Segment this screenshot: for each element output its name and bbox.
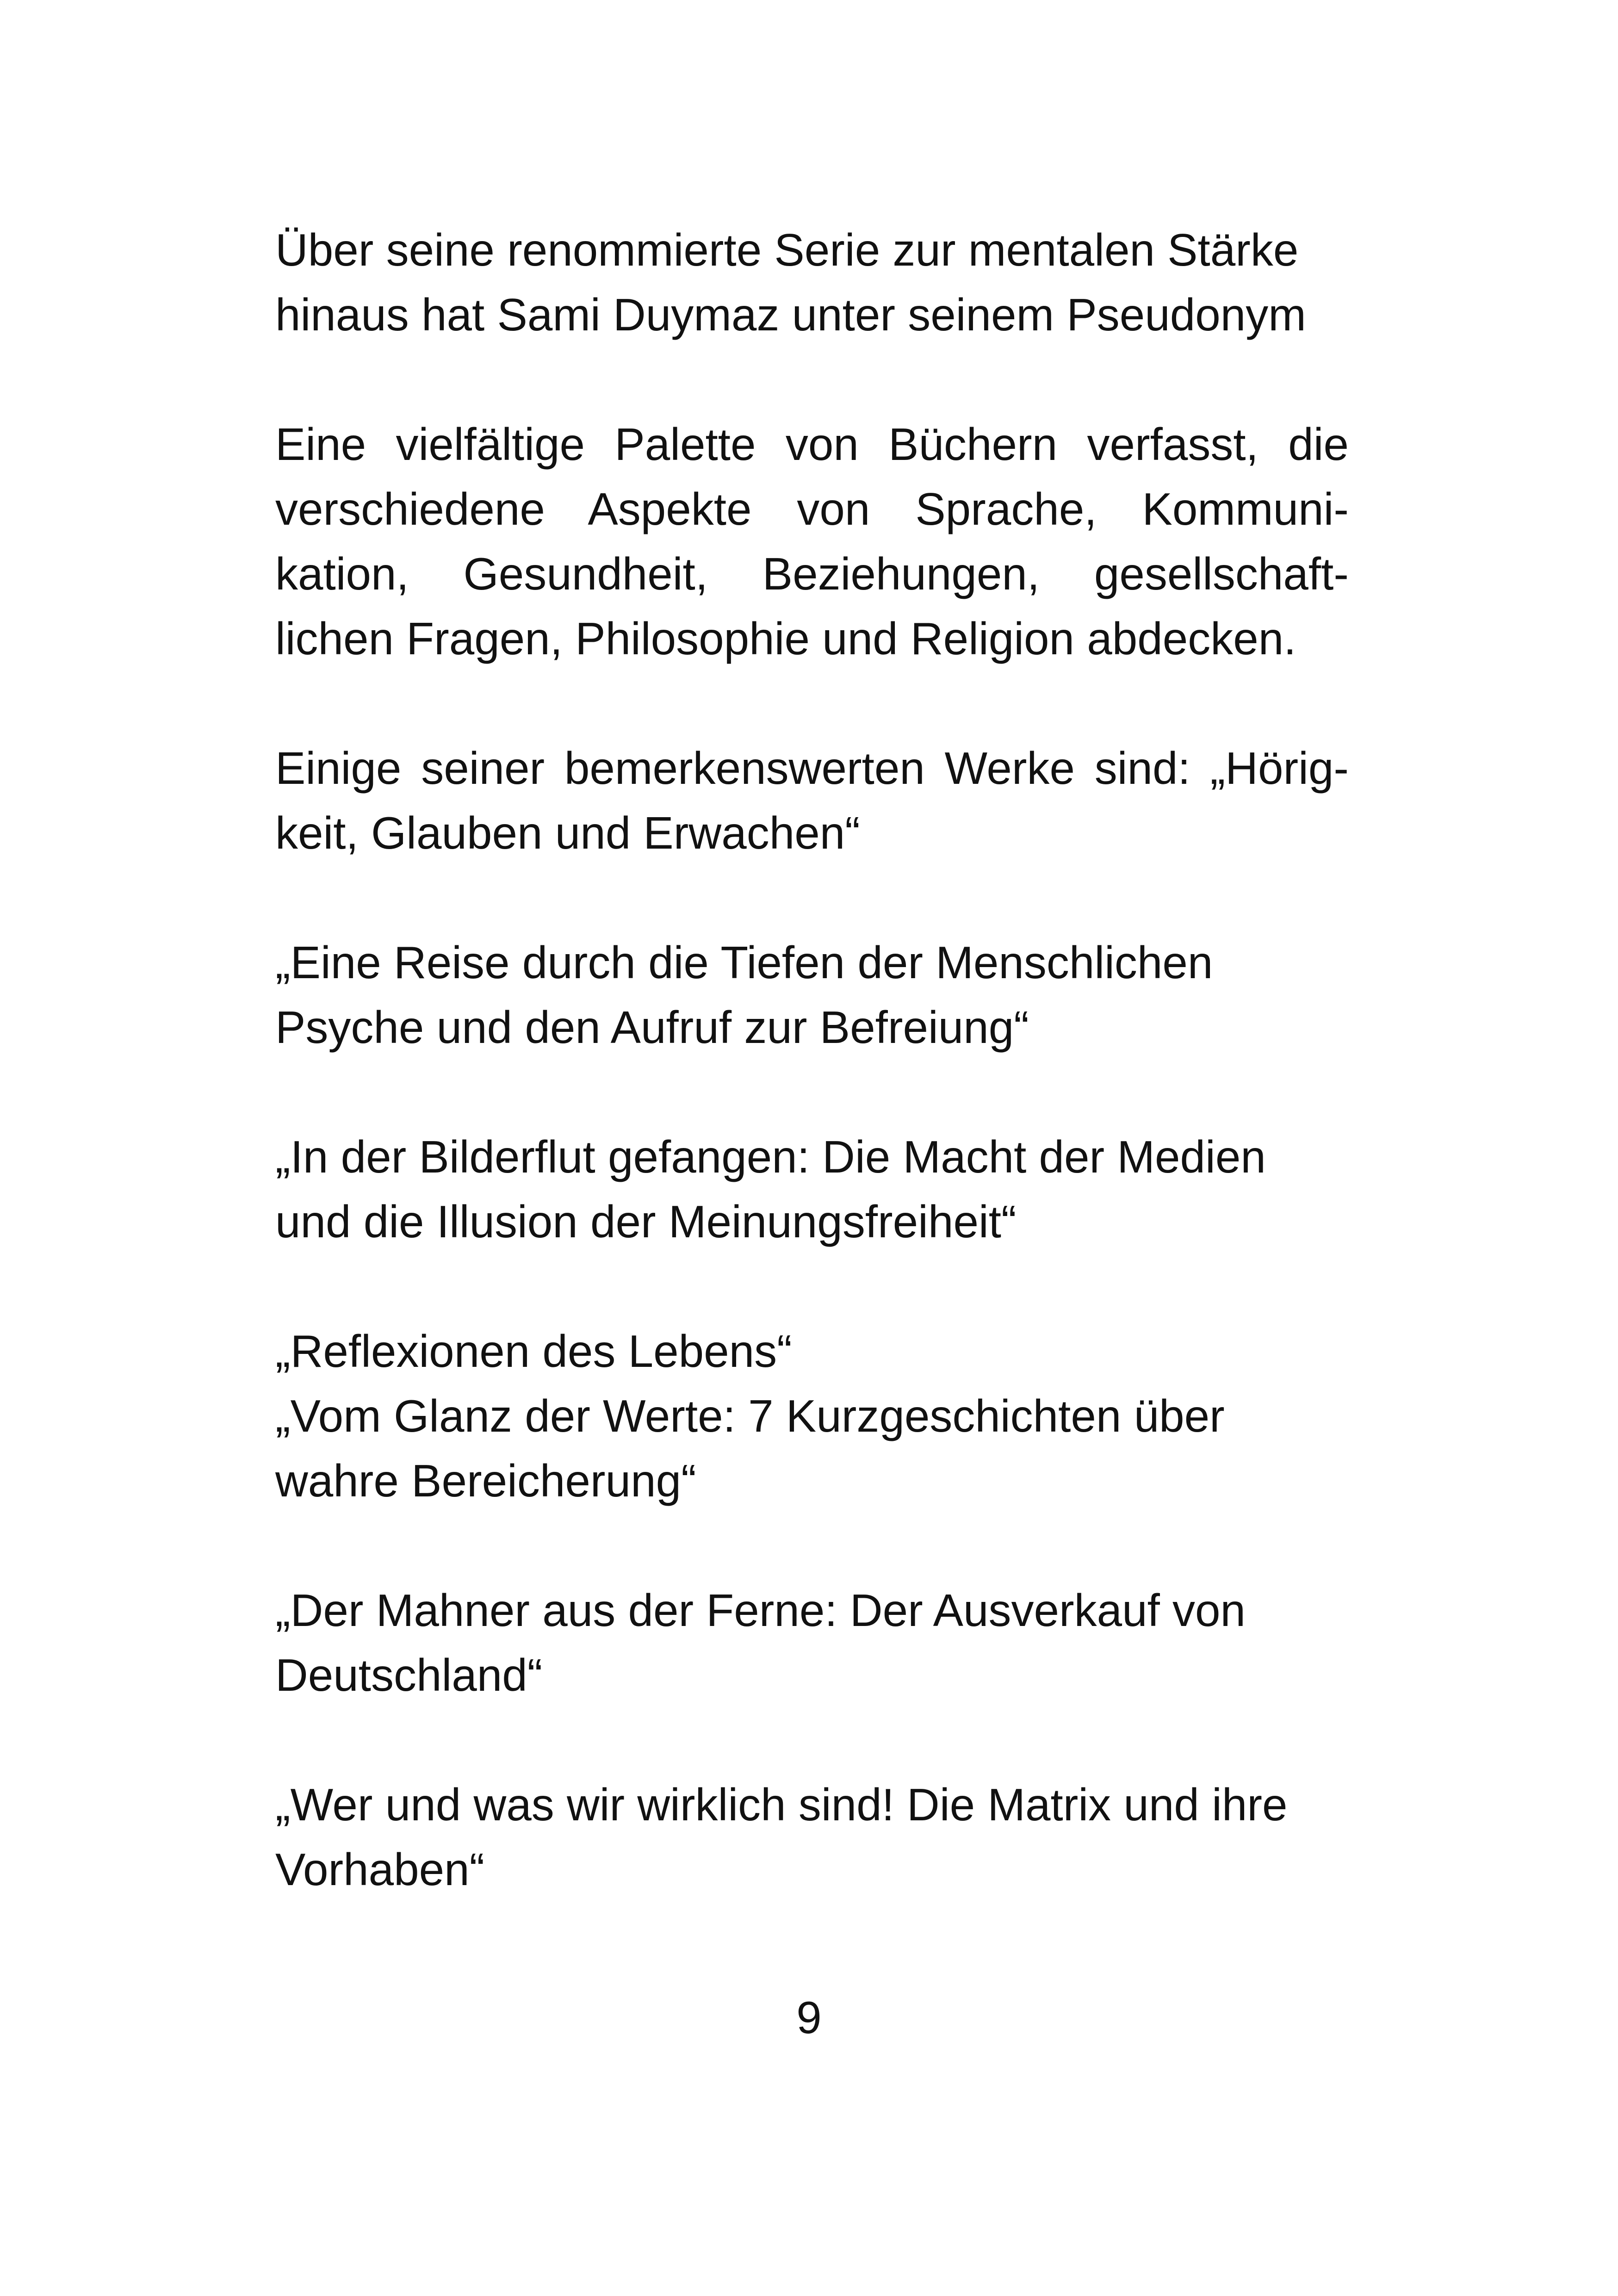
book-title-entry: [275, 1124, 1349, 1254]
book-title-entry: [275, 930, 1349, 1060]
page-number: 9: [796, 1992, 822, 2043]
text-line: Einige seiner bemerkenswerten Werke sind: „Hörig-: [275, 743, 1349, 794]
text-line: „In der Bilderflut gefangen: Die Macht der Medien: [275, 1131, 1266, 1182]
text-line: „Reflexionen des Lebens“: [275, 1326, 792, 1377]
book-title-entry: [275, 1578, 1349, 1707]
text-line: und die Illusion der Meinungsfreiheit“: [275, 1196, 1017, 1247]
text-line: wahre Bereicherung“: [275, 1455, 696, 1506]
paragraph-books-overview: [275, 412, 1349, 671]
text-line: verschiedene Aspekte von Sprache, Kommuni-: [275, 484, 1349, 534]
paragraph-notable-works: [275, 736, 1349, 865]
text-line: Deutschland“: [275, 1650, 543, 1700]
text-line: „Vom Glanz der Werte: 7 Kurzgeschichten über: [275, 1390, 1225, 1441]
text-line: lichen Fragen, Philosophie und Religion abdecken.: [275, 613, 1296, 664]
text-line: „Eine Reise durch die Tiefen der Menschlichen: [275, 937, 1213, 988]
text-line: Vorhaben“: [275, 1844, 485, 1895]
text-line: kation, Gesundheit, Beziehungen, gesellschaft-: [275, 548, 1349, 599]
text-line: Psyche und den Aufruf zur Befreiung“: [275, 1002, 1029, 1053]
text-line: keit, Glauben und Erwachen“: [275, 807, 860, 858]
paragraph-intro: [275, 217, 1349, 347]
text-line: hinaus hat Sami Duymaz unter seinem Pseudonym: [275, 289, 1306, 340]
book-title-entry: [275, 1772, 1349, 1902]
text-line: Über seine renommierte Serie zur mentalen Stärke: [275, 224, 1299, 275]
book-title-entry: [275, 1319, 1349, 1513]
text-line: Eine vielfältige Palette von Büchern verfasst, die: [275, 419, 1349, 470]
text-line: „Wer und was wir wirklich sind! Die Matrix und ihre: [275, 1779, 1288, 1830]
text-line: „Der Mahner aus der Ferne: Der Ausverkauf von: [275, 1585, 1246, 1636]
